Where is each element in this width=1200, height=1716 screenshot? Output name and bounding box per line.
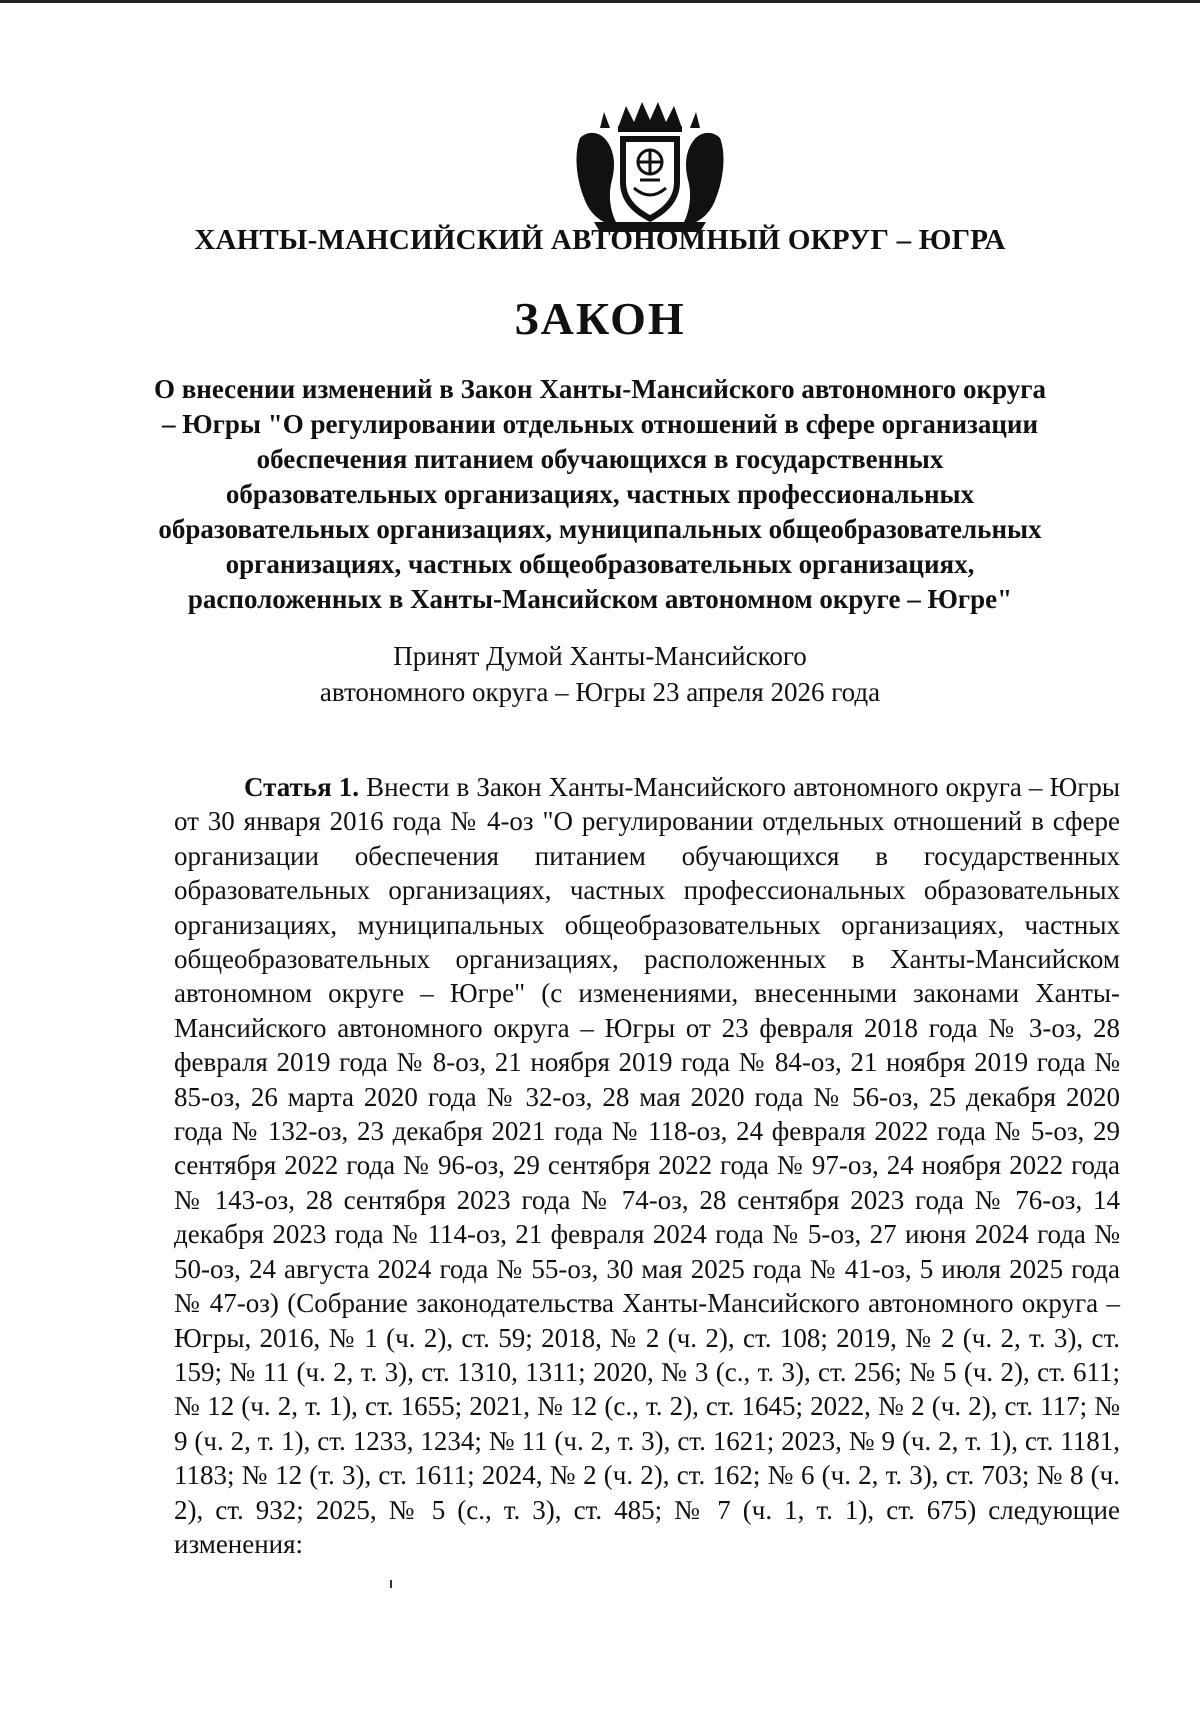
article-1-heading: Статья 1. (244, 772, 360, 802)
document-type-heading: ЗАКОН (514, 293, 686, 344)
law-title: О внесении изменений в Закон Ханты-Мансийского автономного округа – Югры "О регулировании отдельных отношений в сфере организации обеспечения питанием обучающихся в государственных образовательных организациях, частных профессиональных образовательных организациях, муниципальных общеобразовательных организациях, частных общеобразовательных организациях, расположенных в Ханты-Мансийском автономном округе – Югре" (153, 374, 1047, 614)
scan-mark (390, 1580, 392, 1588)
adoption-note (0, 638, 1200, 710)
adoption-line-2: автономного округа – Югры 23 апреля 2026 года (319, 677, 881, 707)
adoption-line-1: Принят Думой Ханты-Мансийского (393, 641, 807, 671)
region-name: ХАНТЫ-МАНСИЙСКИЙ АВТОНОМНЫЙ ОКРУГ – ЮГРА (194, 224, 1006, 256)
khanty-mansi-coat-of-arms-icon (570, 98, 730, 234)
article-1 (174, 770, 1120, 1561)
scan-edge (0, 0, 1200, 3)
article-1-text: Внести в Закон Ханты-Мансийского автономного округа – Югры от 30 января 2016 года № 4-оз "О регулировании отдельных отношений в сфере организации обеспечения питанием обучающихся в государственных образовательных организациях, частных профессиональных образовательных организациях, муниципальных общеобразовательных организациях, частных общеобразовательных организациях, расположенных в Ханты-Мансийском автономном округе – Югре" (с изменениями, внесенными законами Ханты-Мансийского автономного округа – Югры от 23 февраля 2018 года № 3-оз, 28 февраля 2019 года № 8-оз, 21 ноября 2019 года № 84-оз, 21 ноября 2019 года № 85-оз, 26 марта 2020 года № 32-оз, 28 мая 2020 года № 56-оз, 25 декабря 2020 года № 132-оз, 23 декабря 2021 года № 118-оз, 24 февраля 2022 года № 5-оз, 29 сентября 2022 года № 96-оз, 29 сентября 2022 года № 97-оз, 24 ноября 2022 года № 143-оз, 28 сентября 2023 года № 74-оз, 28 сентября 2023 года № 76-оз, 14 декабря 2023 года № 114-оз, 21 февраля 2024 года № 5-оз, 27 июня 2024 года № 50-оз, 24 августа 2024 года № 55-оз, 30 мая 2025 года № 41-оз, 5 июля 2025 года № 47-оз) (Собрание законодательства Ханты-Мансийского автономного округа – Югры, 2016, № 1 (ч. 2), ст. 59; 2018, № 2 (ч. 2), ст. 108; 2019, № 2 (ч. 2, т. 3), ст. 159; № 11 (ч. 2, т. 3), ст. 1310, 1311; 2020, № 3 (с., т. 3), ст. 256; № 5 (ч. 2), ст. 611; № 12 (ч. 2, т. 1), ст. 1655; 2021, № 12 (с., т. 2), ст. 1645; 2022, № 2 (ч. 2), ст. 117; № 9 (ч. 2, т. 1), ст. 1233, 1234; № 11 (ч. 2, т. 3), ст. 1621; 2023, № 9 (ч. 2, т. 1), ст. 1181, 1183; № 12 (т. 3), ст. 1611; 2024, № 2 (ч. 2), ст. 162; № 6 (ч. 2, т. 3), ст. 703; № 8 (ч. 2), ст. 932; 2025, № 5 (с., т. 3), ст. 485; № 7 (ч. 1, т. 1), ст. 675) следующие изменения: (174, 772, 1121, 1559)
